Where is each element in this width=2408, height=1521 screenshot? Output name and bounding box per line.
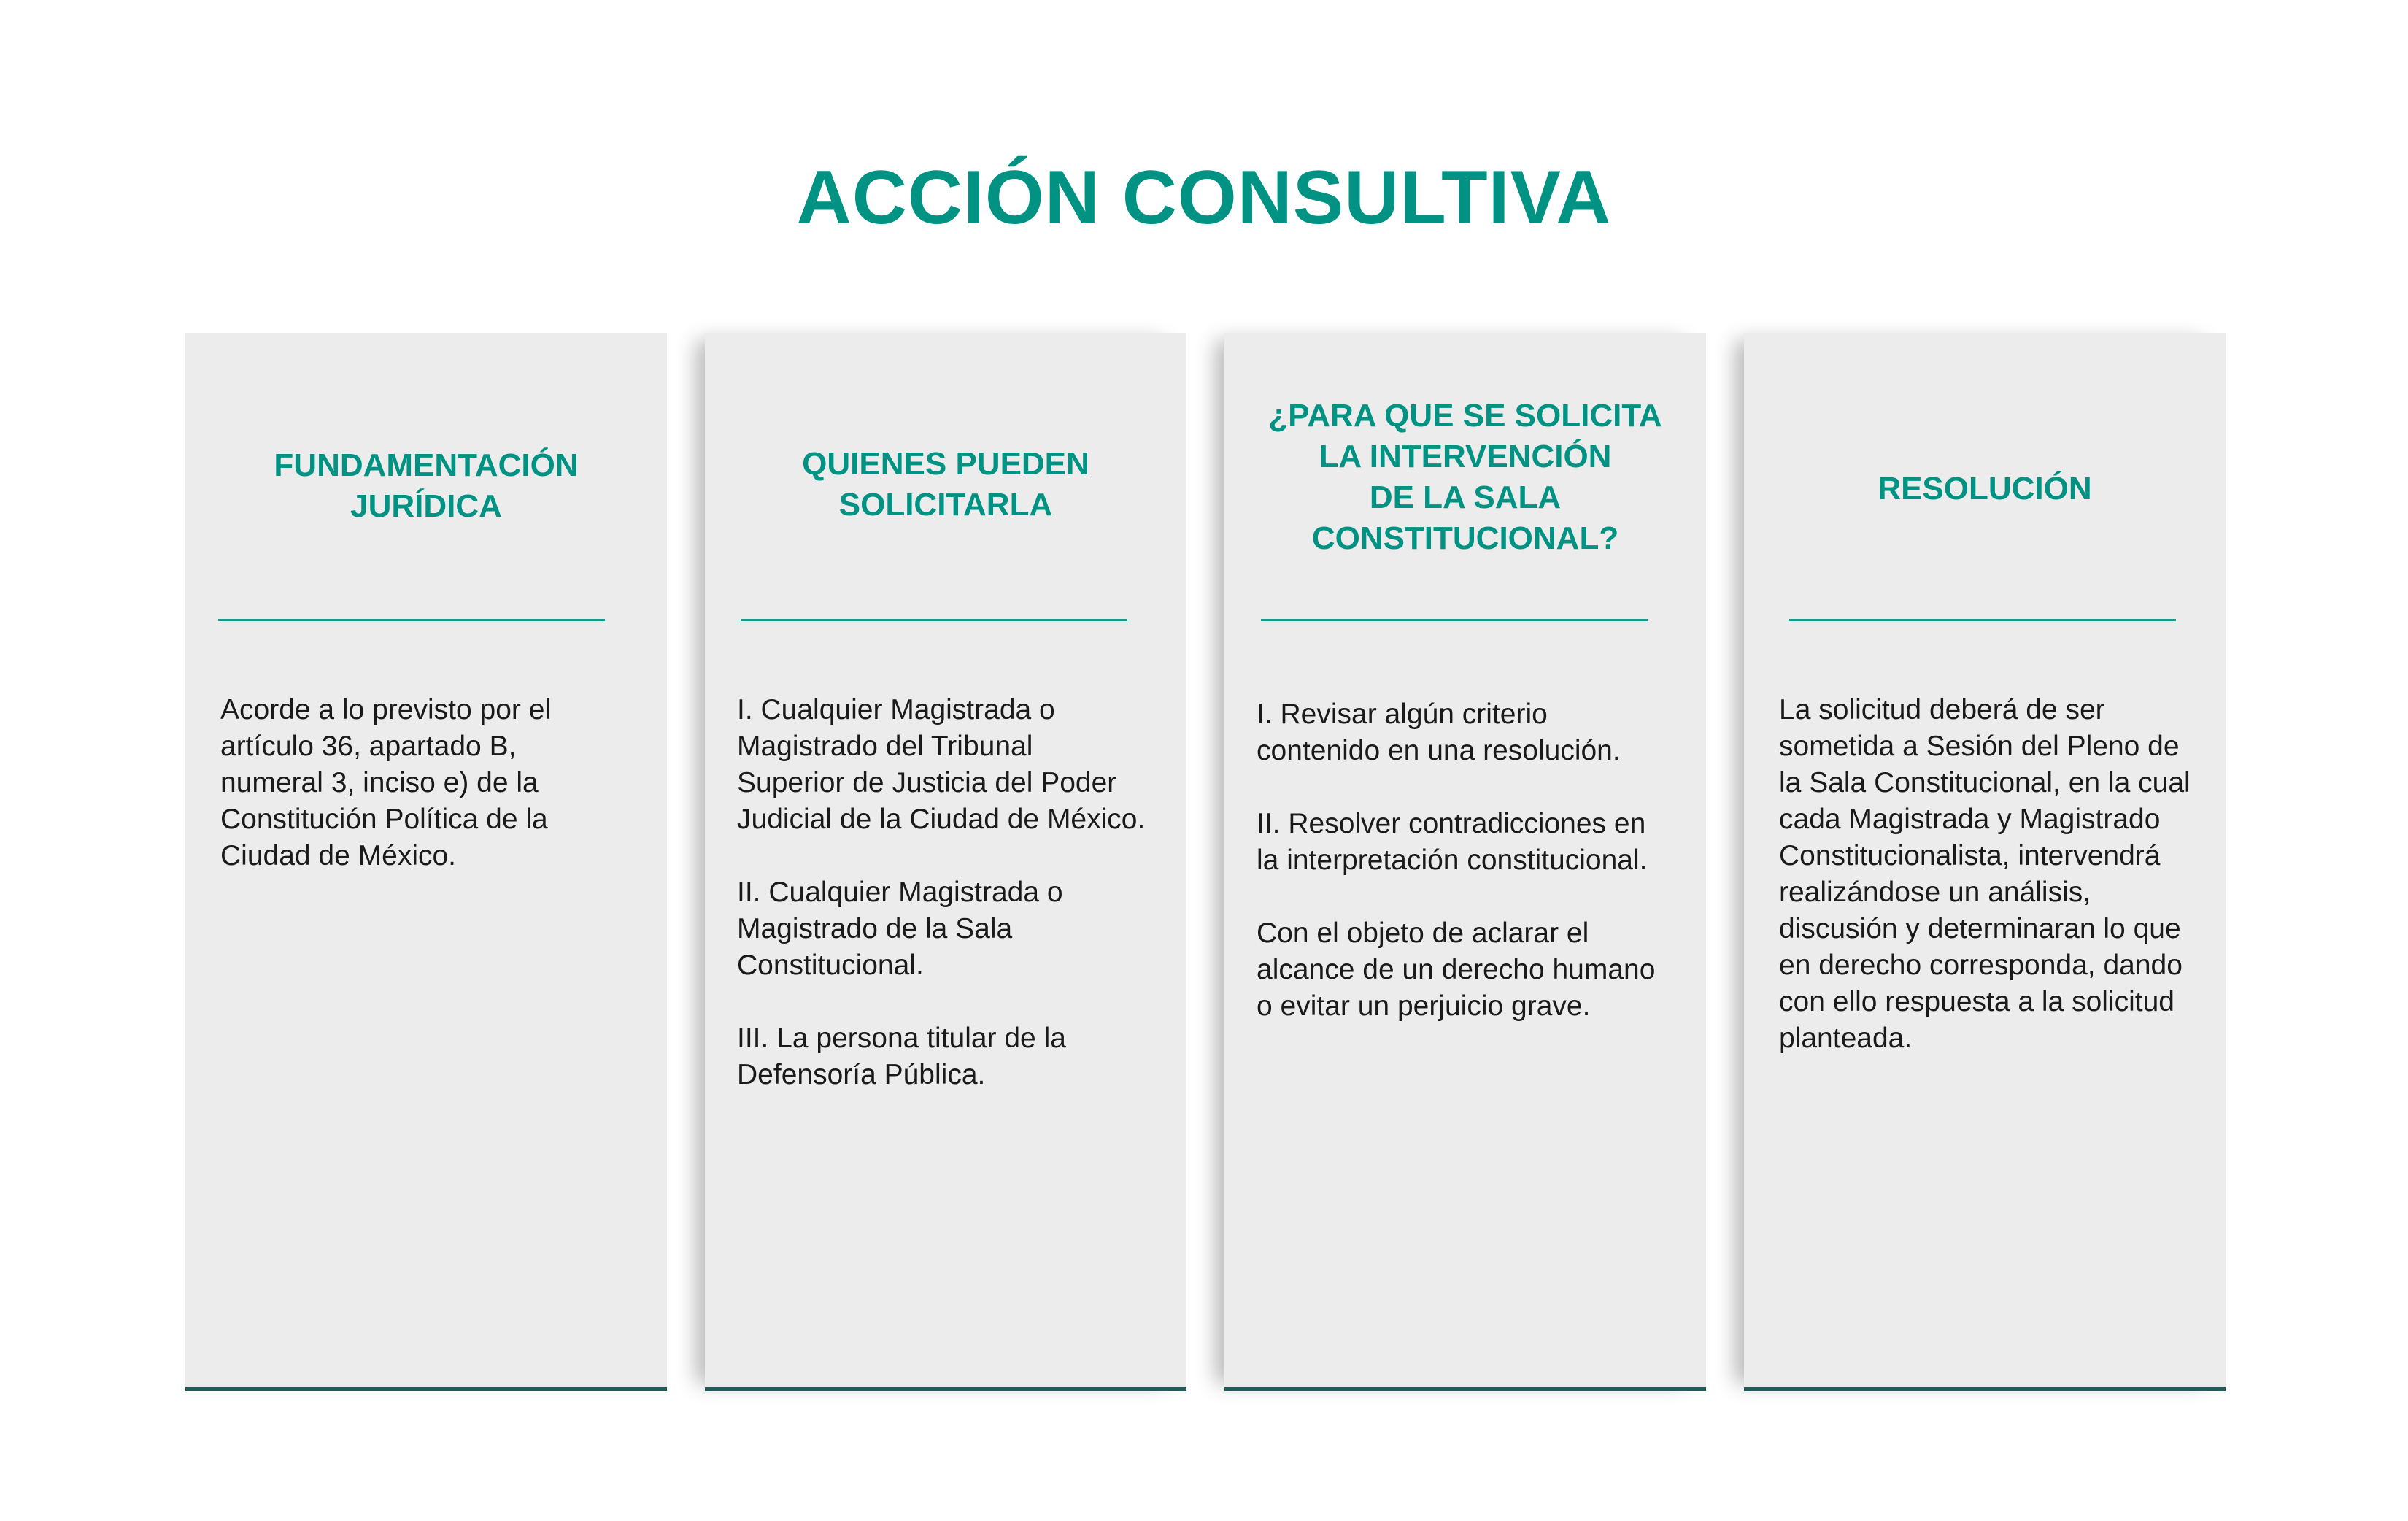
- heading-divider: [1789, 619, 2176, 621]
- heading-divider: [1261, 619, 1648, 621]
- card-paragraph: II. Cualquier Magistrada o Magistrado de la Sala Constitucional.: [737, 877, 1063, 981]
- card-heading: ¿PARA QUE SE SOLICITA LA INTERVENCIÓN DE LA SALA CONSTITUCIONAL?: [1268, 398, 1662, 556]
- card-paragraph: III. La persona titular de la Defensoría Pública.: [737, 1023, 1066, 1090]
- card-resolucion: [1744, 333, 2226, 1391]
- card-heading: QUIENES PUEDEN SOLICITARLA: [802, 446, 1089, 523]
- main-title: ACCIÓN CONSULTIVA: [796, 155, 1612, 240]
- card-quienes-pueden: [705, 333, 1186, 1391]
- card-heading: RESOLUCIÓN: [1878, 471, 2092, 507]
- card-paragraph: II. Resolver contradicciones en la interpretación constitucional.: [1257, 808, 1648, 876]
- card-body: [220, 692, 651, 874]
- card-paragraph: Acorde a lo previsto por el artículo 36, apartado B, numeral 3, inciso e) de la Constitución Política de la Ciudad de México.: [220, 694, 552, 871]
- heading-divider: [741, 619, 1127, 621]
- card-paragraph: I. Revisar algún criterio contenido en una resolución.: [1257, 698, 1621, 766]
- heading-divider: [218, 619, 605, 621]
- card-fundamentacion: [185, 333, 667, 1391]
- card-paragraph: Con el objeto de aclarar el alcance de un derecho humano o evitar un perjuicio grave.: [1257, 917, 1656, 1022]
- card-heading: FUNDAMENTACIÓN JURÍDICA: [274, 447, 579, 524]
- card-paragraph: La solicitud deberá de ser sometida a Sesión del Pleno de la Sala Constitucional, en la cual cada Magistrada y Magistrado Constitucionalista, intervendrá realizándose un análisis, discusión y determinaran lo que en derecho corresponda, dando con ello respuesta a la solicitud planteada.: [1779, 694, 2191, 1054]
- card-body: [737, 692, 1168, 1093]
- card-para-que: [1224, 333, 1706, 1391]
- card-paragraph: I. Cualquier Magistrada o Magistrado del Tribunal Superior de Justicia del Poder Judicial de la Ciudad de México.: [737, 694, 1146, 835]
- card-body: [1257, 696, 1687, 1025]
- card-body: [1779, 692, 2210, 1057]
